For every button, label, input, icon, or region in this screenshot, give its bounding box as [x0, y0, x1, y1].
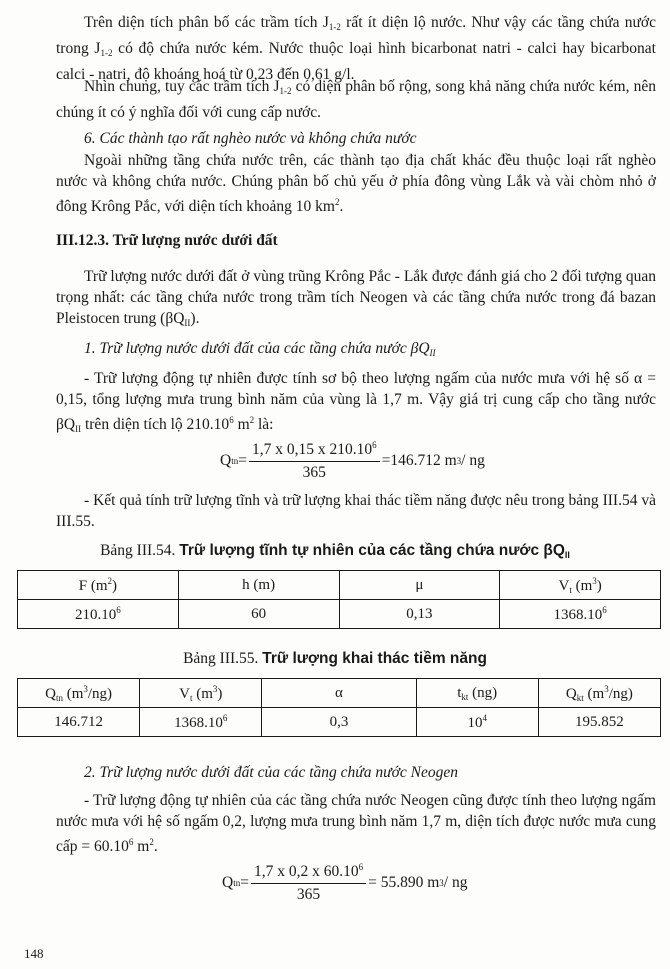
header-tkt: $t_{kt}$ (ng)	[416, 679, 538, 708]
header-h: h (m)	[178, 571, 339, 600]
header-alpha: α	[262, 679, 416, 708]
table-iii55	[17, 678, 661, 737]
paragraph-poor-water: Ngoài những tầng chứa nước trên, các thành tạo địa chất khác đều thuộc loại rất nghèo nước và không chứa nước. Chúng phân bố chủ yếu ở phía đông vùng Lắk và vài chòm nhỏ ở đông Krông Pắc, với diện tích khoảng 10 $km^2$.	[56, 152, 656, 215]
header-mu: μ	[339, 571, 500, 600]
page-number: 148	[24, 946, 44, 961]
fraction: $\frac{1,7 x 0,15 x 210.10^6}{365}$	[249, 440, 380, 482]
cell-vt: 1368.10$^6$	[500, 600, 661, 629]
table-row	[18, 708, 661, 737]
section-heading-reserves: III.12.3. Trữ lượng nước dưới đất	[56, 232, 278, 249]
header-f: F $(m^2)$	[18, 571, 179, 600]
table-caption-iii55: Bảng III.55. Trữ lượng khai thác tiềm năng	[183, 650, 487, 667]
header-qtn: $Q_{tn}$ $(m^3/ng)$	[18, 679, 140, 708]
paragraph-tables-note: - Kết quả tính trữ lượng tĩnh và trữ lượng khai thác tiềm năng được nêu trong bảng III.54 và III.55.	[56, 492, 656, 530]
section-title-poor-water: 6. Các thành tạo rất nghèo nước và không chứa nước	[84, 130, 417, 147]
header-vt: $V_t$ $(m^3)$	[500, 571, 661, 600]
cell-f: 210.10$^6$	[18, 600, 179, 629]
paragraph-neogen-reserve: - Trữ lượng động tự nhiên của các tầng chứa nước Neogen cũng được tính theo lượng ngấm nước mưa với hệ số ngấm 0,2, lượng mưa trung bình năm 1,7 m, diện tích được nước mưa cung cấp = $60.10^6$ $m^2$.	[56, 792, 656, 855]
paragraph-j12-distribution: Trên diện tích phân bố các trầm tích $J_{1-2}$ rất ít diện lộ nước. Như vậy các tầng chứa nước trong $J_{1-2}$ có độ chứa nước kém. Nước thuộc loại hình bicarbonat natri - calci hay bicarbonat calci - natri, độ khoáng hoá từ 0,23 đến 0,61 g/l.	[56, 14, 656, 83]
table-header-row	[18, 679, 661, 708]
table-row	[18, 600, 661, 629]
table-caption-iii54: Bảng III.54. Trữ lượng tĩnh tự nhiên của các tầng chứa nước $\beta Q_{II}$	[100, 542, 570, 560]
cell-qtn: 146.712	[18, 708, 140, 737]
header-qkt: $Q_{kt}$ $(m^3/ng)$	[538, 679, 660, 708]
subsection-title-bqii: 1. Trữ lượng nước dưới đất của các tầng chứa nước $\beta Q_{II}$	[84, 340, 436, 358]
cell-vt: 1368.10$^6$	[140, 708, 262, 737]
cell-tkt: $10^4$	[416, 708, 538, 737]
paragraph-reserves-intro: Trữ lượng nước dưới đất ở vùng trũng Krông Pắc - Lắk được đánh giá cho 2 đối tượng quan trọng nhất: các tầng chứa nước trong trầm tích Neogen và các tầng chứa nước trong đá bazan Pleistocen trung $(\beta Q_{II})$.	[56, 268, 656, 328]
formula-qtn-neogen: Q tn = $\frac{1,7 x 0,2 x 60.10^6}{365}$ = 55.890 m 3 / ng	[222, 862, 468, 903]
paragraph-dynamic-reserve: - Trữ lượng động tự nhiên được tính sơ bộ theo lượng ngấm của nước mưa với hệ số α = 0,15, tổng lượng mưa trung bình năm của vùng là 1,7 m. Vậy giá trị cung cấp cho tầng nước $\beta Q_{II}$ trên diện tích lộ 210.10$^6$ $m^2$ là:	[56, 370, 656, 434]
cell-alpha: 0,3	[262, 708, 416, 737]
fraction: $\frac{1,7 x 0,2 x 60.10^6}{365}$	[251, 862, 366, 904]
cell-qkt: 195.852	[538, 708, 660, 737]
cell-mu: 0,13	[339, 600, 500, 629]
table-iii54	[17, 570, 661, 629]
table-header-row	[18, 571, 661, 600]
cell-h: 60	[178, 600, 339, 629]
formula-qtn-bqii: Q tn = $\frac{1,7 x 0,15 x 210.10^6}{365}$ =146.712 m 3 / ng	[220, 440, 485, 481]
paragraph-general-remark: Nhìn chung, tuy các trầm tích $J_{1-2}$ có diện phân bố rộng, song khả năng chứa nước kém, nên chúng ít có ý nghĩa đối với cung cấp nước.	[56, 78, 656, 121]
subsection-title-neogen: 2. Trữ lượng nước dưới đất của các tầng chứa nước Neogen	[84, 764, 458, 781]
header-vt: $V_t$ $(m^3)$	[140, 679, 262, 708]
